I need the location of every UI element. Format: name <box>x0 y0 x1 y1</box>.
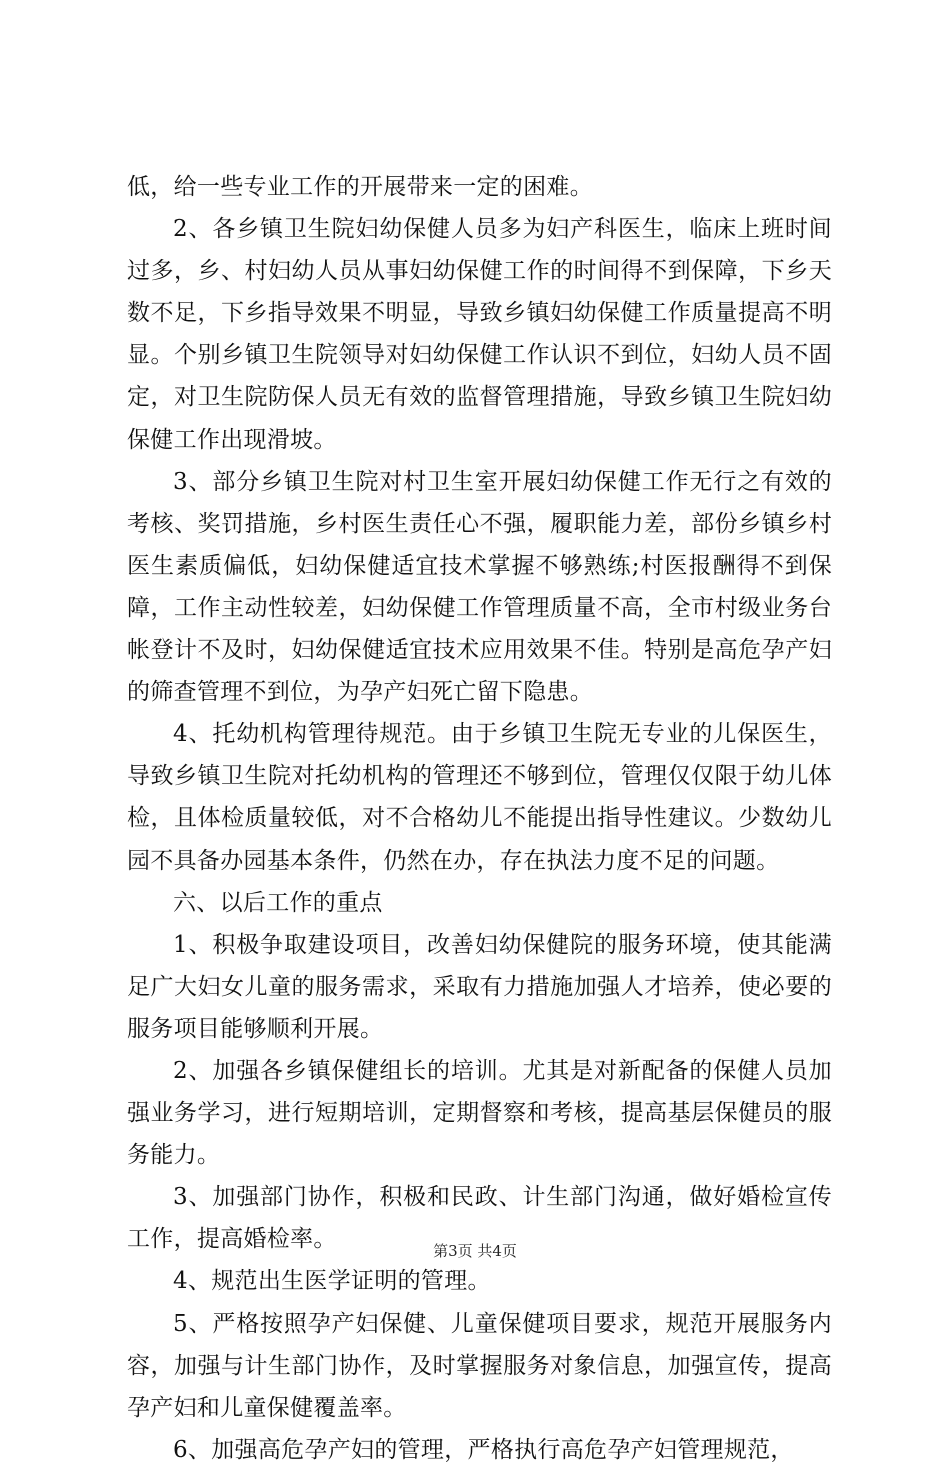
paragraph: 3、部分乡镇卫生院对村卫生室开展妇幼保健工作无行之有效的考核、奖罚措施，乡村医生责任心不强，履职能力差，部份乡镇乡村医生素质偏低，妇幼保健适宜技术掌握不够熟练;村医报酬得不到保障，工作主动性较差，妇幼保健工作管理质量不高，全市村级业务台帐登计不及时，妇幼保健适宜技术应用效果不佳。特别是高危孕产妇的筛查管理不到位，为孕产妇死亡留下隐患。 <box>127 468 832 706</box>
paragraph: 6、加强高危孕产妇的管理，严格执行高危孕产妇管理规范， <box>173 1436 794 1463</box>
paragraph: 低，给一些专业工作的开展带来一定的困难。 <box>127 174 593 200</box>
paragraph: 4、托幼机构管理待规范。由于乡镇卫生院无专业的儿保医生，导致乡镇卫生院对托幼机构的管理还不够到位，管理仅仅限于幼儿体检，且体检质量较低，对不合格幼儿不能提出指导性建议。少数幼儿园不具备办园基本条件，仍然在办，存在执法力度不足的问题。 <box>127 721 832 874</box>
paragraph: 2、加强各乡镇保健组长的培训。尤其是对新配备的保健人员加强业务学习，进行短期培训，定期督察和考核，提高基层保健员的服务能力。 <box>127 1057 832 1169</box>
document-body <box>127 166 832 1471</box>
paragraph: 3、加强部门协作，积极和民政、计生部门沟通，做好婚检宣传工作，提高婚检率。 <box>127 1184 832 1253</box>
page-number: 第3页 共4页 <box>433 1242 517 1260</box>
paragraph: 1、积极争取建设项目，改善妇幼保健院的服务环境，使其能满足广大妇女儿童的服务需求，采取有力措施加强人才培养，使必要的服务项目能够顺利开展。 <box>127 931 832 1042</box>
section-heading: 六、以后工作的重点 <box>173 889 383 916</box>
paragraph: 4、规范出生医学证明的管理。 <box>173 1268 491 1295</box>
paragraph: 2、各乡镇卫生院妇幼保健人员多为妇产科医生，临床上班时间过多，乡、村妇幼人员从事妇幼保健工作的时间得不到保障，下乡天数不足，下乡指导效果不明显，导致乡镇妇幼保健工作质量提高不明显。个别乡镇卫生院领导对妇幼保健工作认识不到位，妇幼人员不固定，对卫生院防保人员无有效的监督管理措施，导致乡镇卫生院妇幼保健工作出现滑坡。 <box>127 216 832 453</box>
paragraph: 5、严格按照孕产妇保健、儿童保健项目要求，规范开展服务内容，加强与计生部门协作，及时掌握服务对象信息，加强宣传，提高孕产妇和儿童保健覆盖率。 <box>127 1310 832 1421</box>
page-footer <box>0 1241 950 1261</box>
